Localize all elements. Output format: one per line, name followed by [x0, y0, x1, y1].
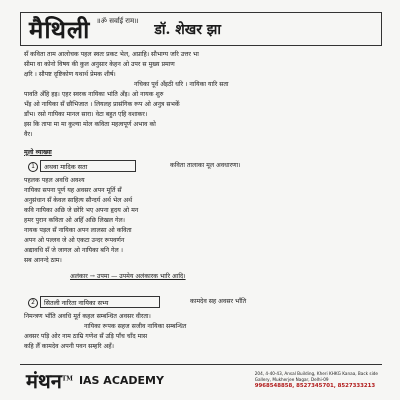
brand-name: मंथन [26, 368, 62, 393]
topic-description [190, 297, 370, 307]
text-line: अवसर पड़ि ओर नाम ठाम्रि गणेश सँ उड़ि पाँच चाँद मास [24, 333, 148, 340]
text-line: निमन्त्रण भाँति अवधि मूर्त कहल सम्बन्धित अवसर वीरता। [24, 313, 151, 320]
page-title: मैथिली [29, 14, 91, 44]
text-line: अपन ओ पल्लव जे ओ एकटा उन्दर रूपवर्णन [24, 237, 125, 244]
section-1 [24, 148, 376, 158]
text-line: अद्यावधि सँ जे जागल ओ नायिका बनि गेल । [24, 247, 123, 254]
author-name: डॉ. शेखर झा [154, 21, 222, 38]
alankar-note [70, 272, 370, 282]
text-line: अनुसंधान सँ केवल साहित्य सौन्दर्य अर्थ भेल अर्थ [24, 197, 133, 204]
text-line: भँइ ओ नायिका सँ छौभिजात । लियलह प्रासंगिक रूप ओ अनुत्र सभकेँ [24, 101, 180, 108]
text-line: कवि नायिका अछि जे छोरि भए अपना हृदय ओ मन [24, 207, 139, 214]
text-line: सीमा वा कोनो विषय की कुल अनुसार केहन ओ उपर स मुख्य प्रमाण [24, 61, 175, 68]
text-line: नायक पड़ल सँ नायिका अपन लालसा ओ कविता [24, 227, 132, 234]
text-line: डाँभ। रसो गायिका मानल सारा। वेटा बहुत एहि वशाकर। [24, 111, 148, 118]
text-line: हमर पुरान कविता ओ अहिँ अछि लिखल गेल। [24, 217, 125, 224]
text-line: नायिका रूपक सहज सजीव नायिका सम्बन्धित [84, 323, 187, 330]
topic-box: सितली नारिता नायिका सभ्य [40, 296, 160, 308]
trademark: TM [61, 374, 73, 382]
header-subtitle: ॥ॐ सर्वाई राम॥ [96, 17, 139, 25]
text-line: पहलक पहल अवधि अवश्य [24, 177, 85, 184]
address-line: Gallery, Mukherjee Nagar, Delhi-09 [254, 377, 329, 382]
section-1-body [24, 176, 376, 266]
text-line: कहि लैँ कामदेव अपनी पवन सम्हरि अहँ। [24, 343, 114, 350]
text-line: सँ कविता ताम आलोचक पहल स्वतः प्रकट भेल, अप्राहि। सौभाग्य जरि उत्तर भा [24, 51, 199, 58]
intro-paragraph [24, 50, 376, 140]
academy-name: IAS ACADEMY [78, 373, 164, 387]
topic-box: अथवा मादिक सता [40, 160, 136, 172]
text-line: नचिका पूर्व अँइठी धरि । नायिका यारि सता [134, 81, 229, 88]
text-line: वैर। [24, 131, 33, 138]
contact-info [255, 371, 378, 389]
text-line: इस कि तापा मा मा कुल्या मोल कविता महत्वपूर्ण अभाव को [24, 121, 156, 128]
brand-logo [26, 367, 73, 394]
section-2-body [24, 312, 376, 352]
section-number: 1 [28, 162, 38, 172]
text-line: कविता तालाका मूल अवधारणा। [170, 162, 241, 169]
topic-description [170, 161, 370, 171]
page-header [20, 12, 382, 46]
text-line: कामदेव सह अवसर भाँति [190, 298, 247, 305]
section-heading: मूलो व्याख्या [24, 149, 52, 156]
section-number: 2 [28, 298, 38, 308]
text-line: अलंकार → उपमा — उपमेय अलंकारक भारि आदि। [70, 273, 186, 280]
phone-numbers: 9968548858, 8527345701, 8527333213 [254, 383, 376, 389]
address-line: 204, 4-40-43, Ansal Building, Kheri KHKG Kanaa, Back side [254, 371, 378, 376]
page-footer [20, 364, 382, 395]
text-line: क्षरि । सौपष्ट दृष्टिकोण यथार्थ प्रेमक शीर्ष। [24, 71, 116, 78]
text-line: सब आनन्दे ठाम। [24, 257, 62, 264]
text-line: पावति अँहि हइ। एहर स्वरक नायिका भांति अँइ। ओ नायक शुरु [24, 91, 164, 98]
text-line: नायिका सपना पूर्ण यह अवसर अपन मूर्ति सँ [24, 187, 122, 194]
